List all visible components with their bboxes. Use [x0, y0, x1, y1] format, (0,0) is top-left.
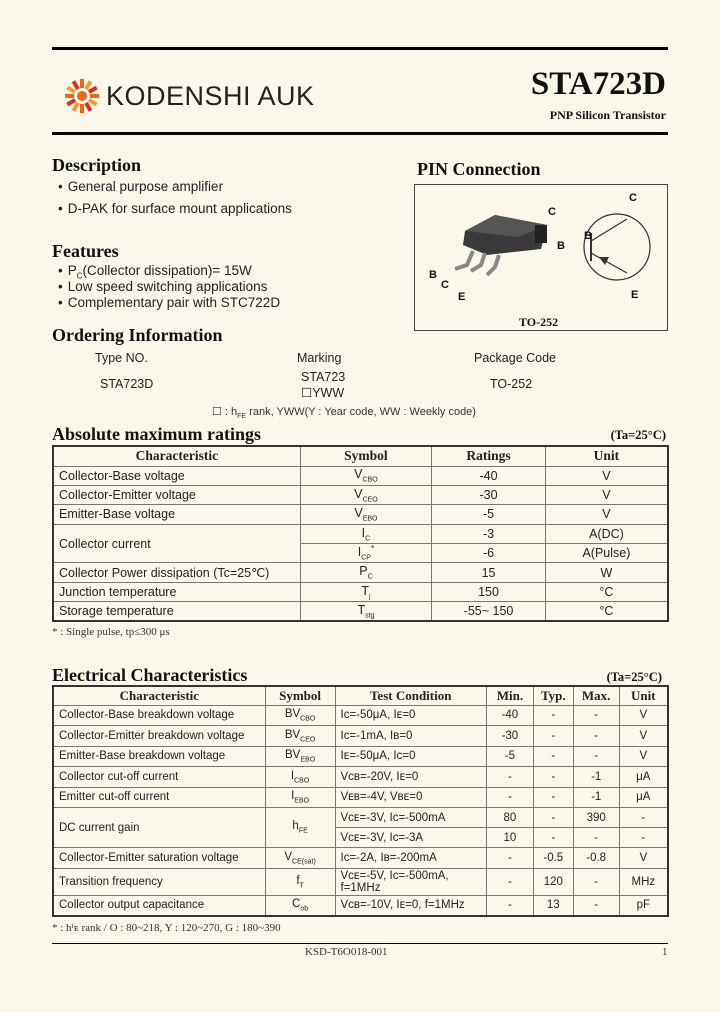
electrical-table [52, 685, 669, 917]
col-header: Unit [545, 446, 668, 466]
table-row: Collector cut-off current $I_{CBO}$ Vᴄʙ=-20V, Iᴇ=0 - - -1 μA [53, 767, 668, 788]
ordering-package-value: TO-252 [490, 377, 533, 391]
col-header: Min. [486, 686, 533, 705]
table-row: Collector-Base breakdown voltage $BV_{CBO}$ Iᴄ=-50μA, Iᴇ=0 -40 - - V [53, 705, 668, 726]
pin-label-e: E [458, 291, 466, 303]
feature-item: • Low speed switching applications [58, 279, 267, 294]
ordering-marking-line2: ☐YWW [301, 386, 345, 400]
abs-max-heading: Absolute maximum ratings [52, 424, 262, 444]
package-label: TO-252 [519, 315, 559, 329]
table-row: Collector-Emitter breakdown voltage $BV_{CEO}$ Iᴄ=-1mA, Iʙ=0 -30 - - V [53, 726, 668, 747]
symbol-label-e: E [631, 289, 639, 301]
electrical-heading: Electrical Characteristics [52, 665, 248, 685]
abs-max-footnote: * : Single pulse, tp≤300 μs [52, 626, 170, 638]
description-item: • D-PAK for surface mount applications [58, 201, 292, 216]
table-row: Transition frequency $f_T$ Vᴄᴇ=-5V, Iᴄ=-500mA, f=1MHz - 120 - MHz [53, 869, 668, 896]
table-row: DC current gain $h_{FE}$ Vᴄᴇ=-3V, Iᴄ=-500mA 80 - 390 - [53, 808, 668, 828]
ordering-header-type: Type NO. [95, 351, 148, 365]
col-header: Test Condition [335, 686, 486, 705]
ordering-marking-line1: STA723 [301, 370, 346, 384]
pin-connection-diagram [414, 184, 668, 331]
product-subtitle: PNP Silicon Transistor [549, 108, 666, 122]
pin-connection-heading: PIN Connection [417, 159, 541, 179]
ordering-type-value: STA723D [100, 377, 154, 391]
col-header: Unit [619, 686, 668, 705]
ordering-note: ☐ : $h_{FE}$ rank, YWW(Y : Year code, WW : Weekly code) [212, 406, 476, 421]
feature-item: • $P_C(Collector$ dissipation)= 15W [58, 263, 252, 281]
pin-label-c: C [441, 279, 449, 291]
ordering-heading: Ordering Information [52, 325, 223, 345]
part-number: STA723D [530, 66, 666, 102]
description-item: • General purpose amplifier [58, 179, 223, 194]
pin-label-c: C [548, 206, 556, 218]
col-header: Symbol [300, 446, 432, 466]
col-header: Typ. [533, 686, 573, 705]
col-header: Characteristic [53, 686, 265, 705]
table-row: Junction temperature $T_j$ 150 °C [53, 582, 668, 601]
symbol-label-b: B [584, 230, 592, 242]
electrical-footnote: * : hᶠᴇ rank / O : 80~218, Y : 120~270, G : 180~390 [52, 922, 281, 934]
top-rule [52, 47, 668, 50]
table-row: Storage temperature $T_{stg}$ -55~ 150 °C [53, 602, 668, 621]
col-header: Symbol [265, 686, 335, 705]
table-row: Emitter-Base voltage $V_{EBO}$ -5 V [53, 505, 668, 524]
document-code: KSD-T6O018-001 [305, 946, 388, 958]
ordering-header-marking: Marking [297, 351, 342, 365]
page-number: 1 [662, 946, 668, 958]
table-row: $I_{CP}^*$ -6 A(Pulse) [53, 544, 668, 563]
brand-logo [64, 78, 315, 114]
abs-max-table [52, 445, 669, 622]
abs-max-condition: (Ta=25°C) [610, 428, 666, 442]
electrical-condition: (Ta=25°C) [606, 670, 662, 684]
to252-package-icon [415, 185, 667, 330]
table-row: Emitter cut-off current $I_{EBO}$ Vᴇʙ=-4V, Vʙᴇ=0 - - -1 μA [53, 787, 668, 808]
footer-rule [52, 943, 668, 944]
table-row: Collector-Base voltage $V_{CBO}$ -40 V [53, 466, 668, 485]
table-row: Collector-Emitter saturation voltage $V_{CE(sat)}$ Iᴄ=-2A, Iʙ=-200mA - -0.5 -0.8 V [53, 848, 668, 869]
header-rule [52, 132, 668, 135]
symbol-label-c: C [629, 192, 637, 204]
pin-label-b: B [429, 269, 437, 281]
table-row: Emitter-Base breakdown voltage $BV_{EBO}$ Iᴇ=-50μA, Iᴄ=0 -5 - - V [53, 746, 668, 767]
ordering-header-package: Package Code [474, 351, 557, 365]
description-heading: Description [52, 155, 141, 175]
table-row: Vᴄᴇ=-3V, Iᴄ=-3A 10 - - - [53, 828, 668, 848]
col-header: Ratings [432, 446, 546, 466]
pin-label-b: B [557, 240, 565, 252]
sunburst-logo-icon [64, 78, 100, 114]
table-row: Collector current $I_C$ -3 A(DC) [53, 524, 668, 543]
col-header: Characteristic [53, 446, 300, 466]
feature-item: • Complementary pair with STC722D [58, 295, 280, 310]
features-heading: Features [52, 241, 119, 261]
brand-name: KODENSHI AUK [106, 80, 315, 111]
table-row: Collector output capacitance $C_{ob}$ Vᴄʙ=-10V, Iᴇ=0, f=1MHz - 13 - pF [53, 896, 668, 916]
col-header: Max. [573, 686, 619, 705]
table-row: Collector-Emitter voltage $V_{CEO}$ -30 V [53, 485, 668, 504]
table-row: Collector Power dissipation (Tc=25℃) $P_C$ 15 W [53, 563, 668, 582]
